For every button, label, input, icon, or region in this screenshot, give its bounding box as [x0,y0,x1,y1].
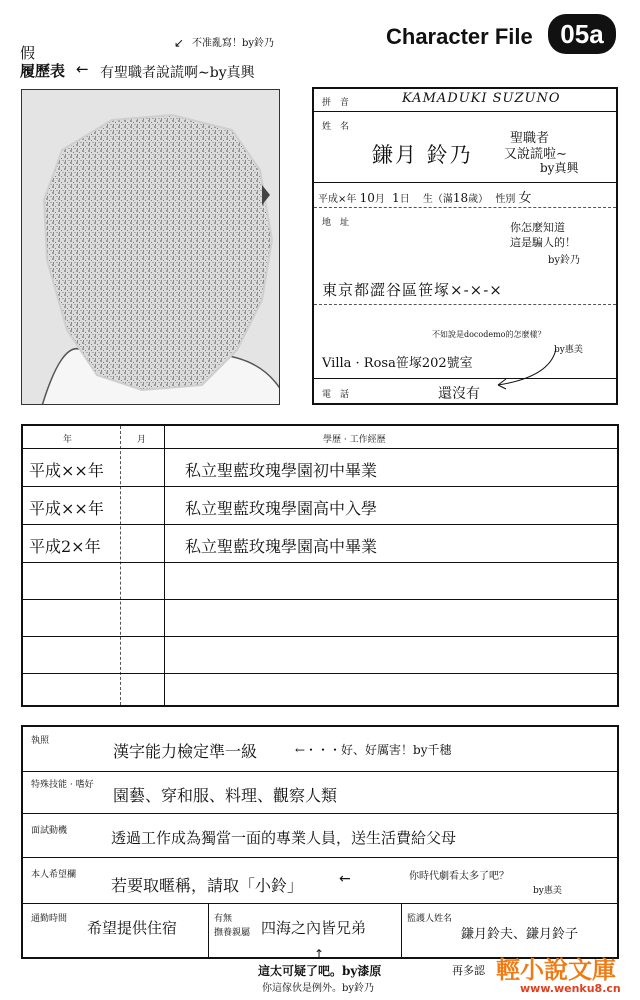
license-label: 執照 [31,736,50,746]
birth-suffix: 生（滿 [422,194,453,205]
license-value: 漢字能力檢定準一級 [113,742,258,761]
history-row-1-year: 平成××年 [29,461,104,480]
building-note-2: by惠美 [554,345,583,355]
col-desc-header: 學歷 · 工作經歷 [323,435,386,445]
resume-note: 有聖職者說謊啊∼by真興 [100,65,255,81]
footer-cut-text: 再多認 [452,964,485,977]
dependents-value: 四海之內皆兄弟 [261,919,367,937]
name-note-2: 又說謊啦∼ [504,147,567,162]
motive-value: 透過工作成為獨當一面的專業人員，送生活費給父母 [111,829,457,847]
address-note-3: by鈴乃 [548,255,581,266]
resume-arrow: ← [76,60,89,78]
footer-up-arrow: ↑ [314,947,325,961]
name-label: 姓 名 [322,122,350,132]
name-note-3: by真興 [540,161,579,175]
guardian-value: 鎌月鈴夫、鎌月鈴子 [461,927,579,942]
wish-arrow: ← [339,871,351,887]
history-row-1-desc: 私立聖藍玫瑰學園初中畢業 [185,461,378,480]
gender-label: 性別 [495,194,516,205]
guardian-label: 監護人姓名 [407,914,453,924]
wish-note-1: 你時代劇看太多了吧？ [409,871,509,882]
skills-value: 園藝、穿和服、料理、觀察人類 [113,786,338,805]
birth-day-unit: 日 [399,194,410,205]
pinyin-label: 拼 音 [322,98,350,108]
watermark-logo: 輕小說文庫 [496,956,616,984]
history-row-2-desc: 私立聖藍玫瑰學園高中入學 [185,499,378,518]
personal-info-box [312,87,618,405]
building-value: Villa · Rosa笹塚202號室 [322,356,473,371]
address-value: 東京都澀谷區笹塚×-×-× [322,281,503,299]
censored-photo [21,89,280,405]
commute-value: 希望提供住宿 [87,919,178,937]
photo-illustration [22,90,280,405]
address-label: 地 址 [322,218,350,228]
license-note: ←・・・好、好厲害！by千穗 [295,743,452,757]
history-row-2-year: 平成××年 [29,499,104,518]
character-file-badge: 05a [548,14,616,54]
name-note-1: 聖職者 [510,131,550,146]
birth-month: 10 [359,191,375,205]
gender-value: 女 [518,191,532,206]
skills-label: 特殊技能 · 嗜好 [31,780,94,790]
footer-note-1: 這太可疑了吧。by漆原 [258,964,382,978]
top-note: 不准亂寫！by鈴乃 [192,38,275,49]
wish-value: 若要取暱稱，請取「小鈴」 [111,876,304,895]
age-unit: 歲） [468,194,489,205]
character-file-title: Character File [386,24,533,49]
footer-note-2: 你這傢伙是例外。by鈴乃 [262,983,375,994]
address-note-1: 你怎麼知道 [510,221,565,234]
history-row-3-year: 平成2×年 [29,537,101,556]
watermark-url: www.wenku8.cn [520,982,621,995]
qualifications-box [21,725,619,959]
wish-label: 本人希望欄 [31,870,77,880]
phone-label: 電 話 [322,390,350,400]
fake-label: 假 [20,44,36,62]
education-work-history-table [21,424,619,707]
phone-value: 還沒有 [438,386,480,402]
birth-row [318,187,532,206]
birth-era: 平成×年 [318,194,357,205]
col-year-header: 年 [63,435,73,445]
birth-day: 1 [392,191,400,205]
pinyin-value: KAMADUKI SUZUNO [402,91,561,106]
resume-label: 履歷表 [20,62,66,80]
dependents-label-2: 撫養親屬 [214,928,251,938]
wish-note-2: by惠美 [533,886,562,896]
name-value: 鎌月 鈴乃 [372,143,473,167]
phone-arrow [484,347,564,391]
commute-label: 通勤時間 [31,914,68,924]
motive-label: 面試動機 [31,826,68,836]
address-note-2: 這是騙人的！ [510,236,576,249]
age-value: 18 [452,191,469,205]
history-row-3-desc: 私立聖藍玫瑰學園高中畢業 [185,537,378,556]
top-note-arrow: ↙ [174,36,185,50]
birth-month-unit: 月 [374,194,385,205]
dependents-label-1: 有無 [214,914,233,924]
building-note-1: 不如說是docodemo的怎麼樣？ [432,330,546,339]
col-month-header: 月 [137,435,147,445]
